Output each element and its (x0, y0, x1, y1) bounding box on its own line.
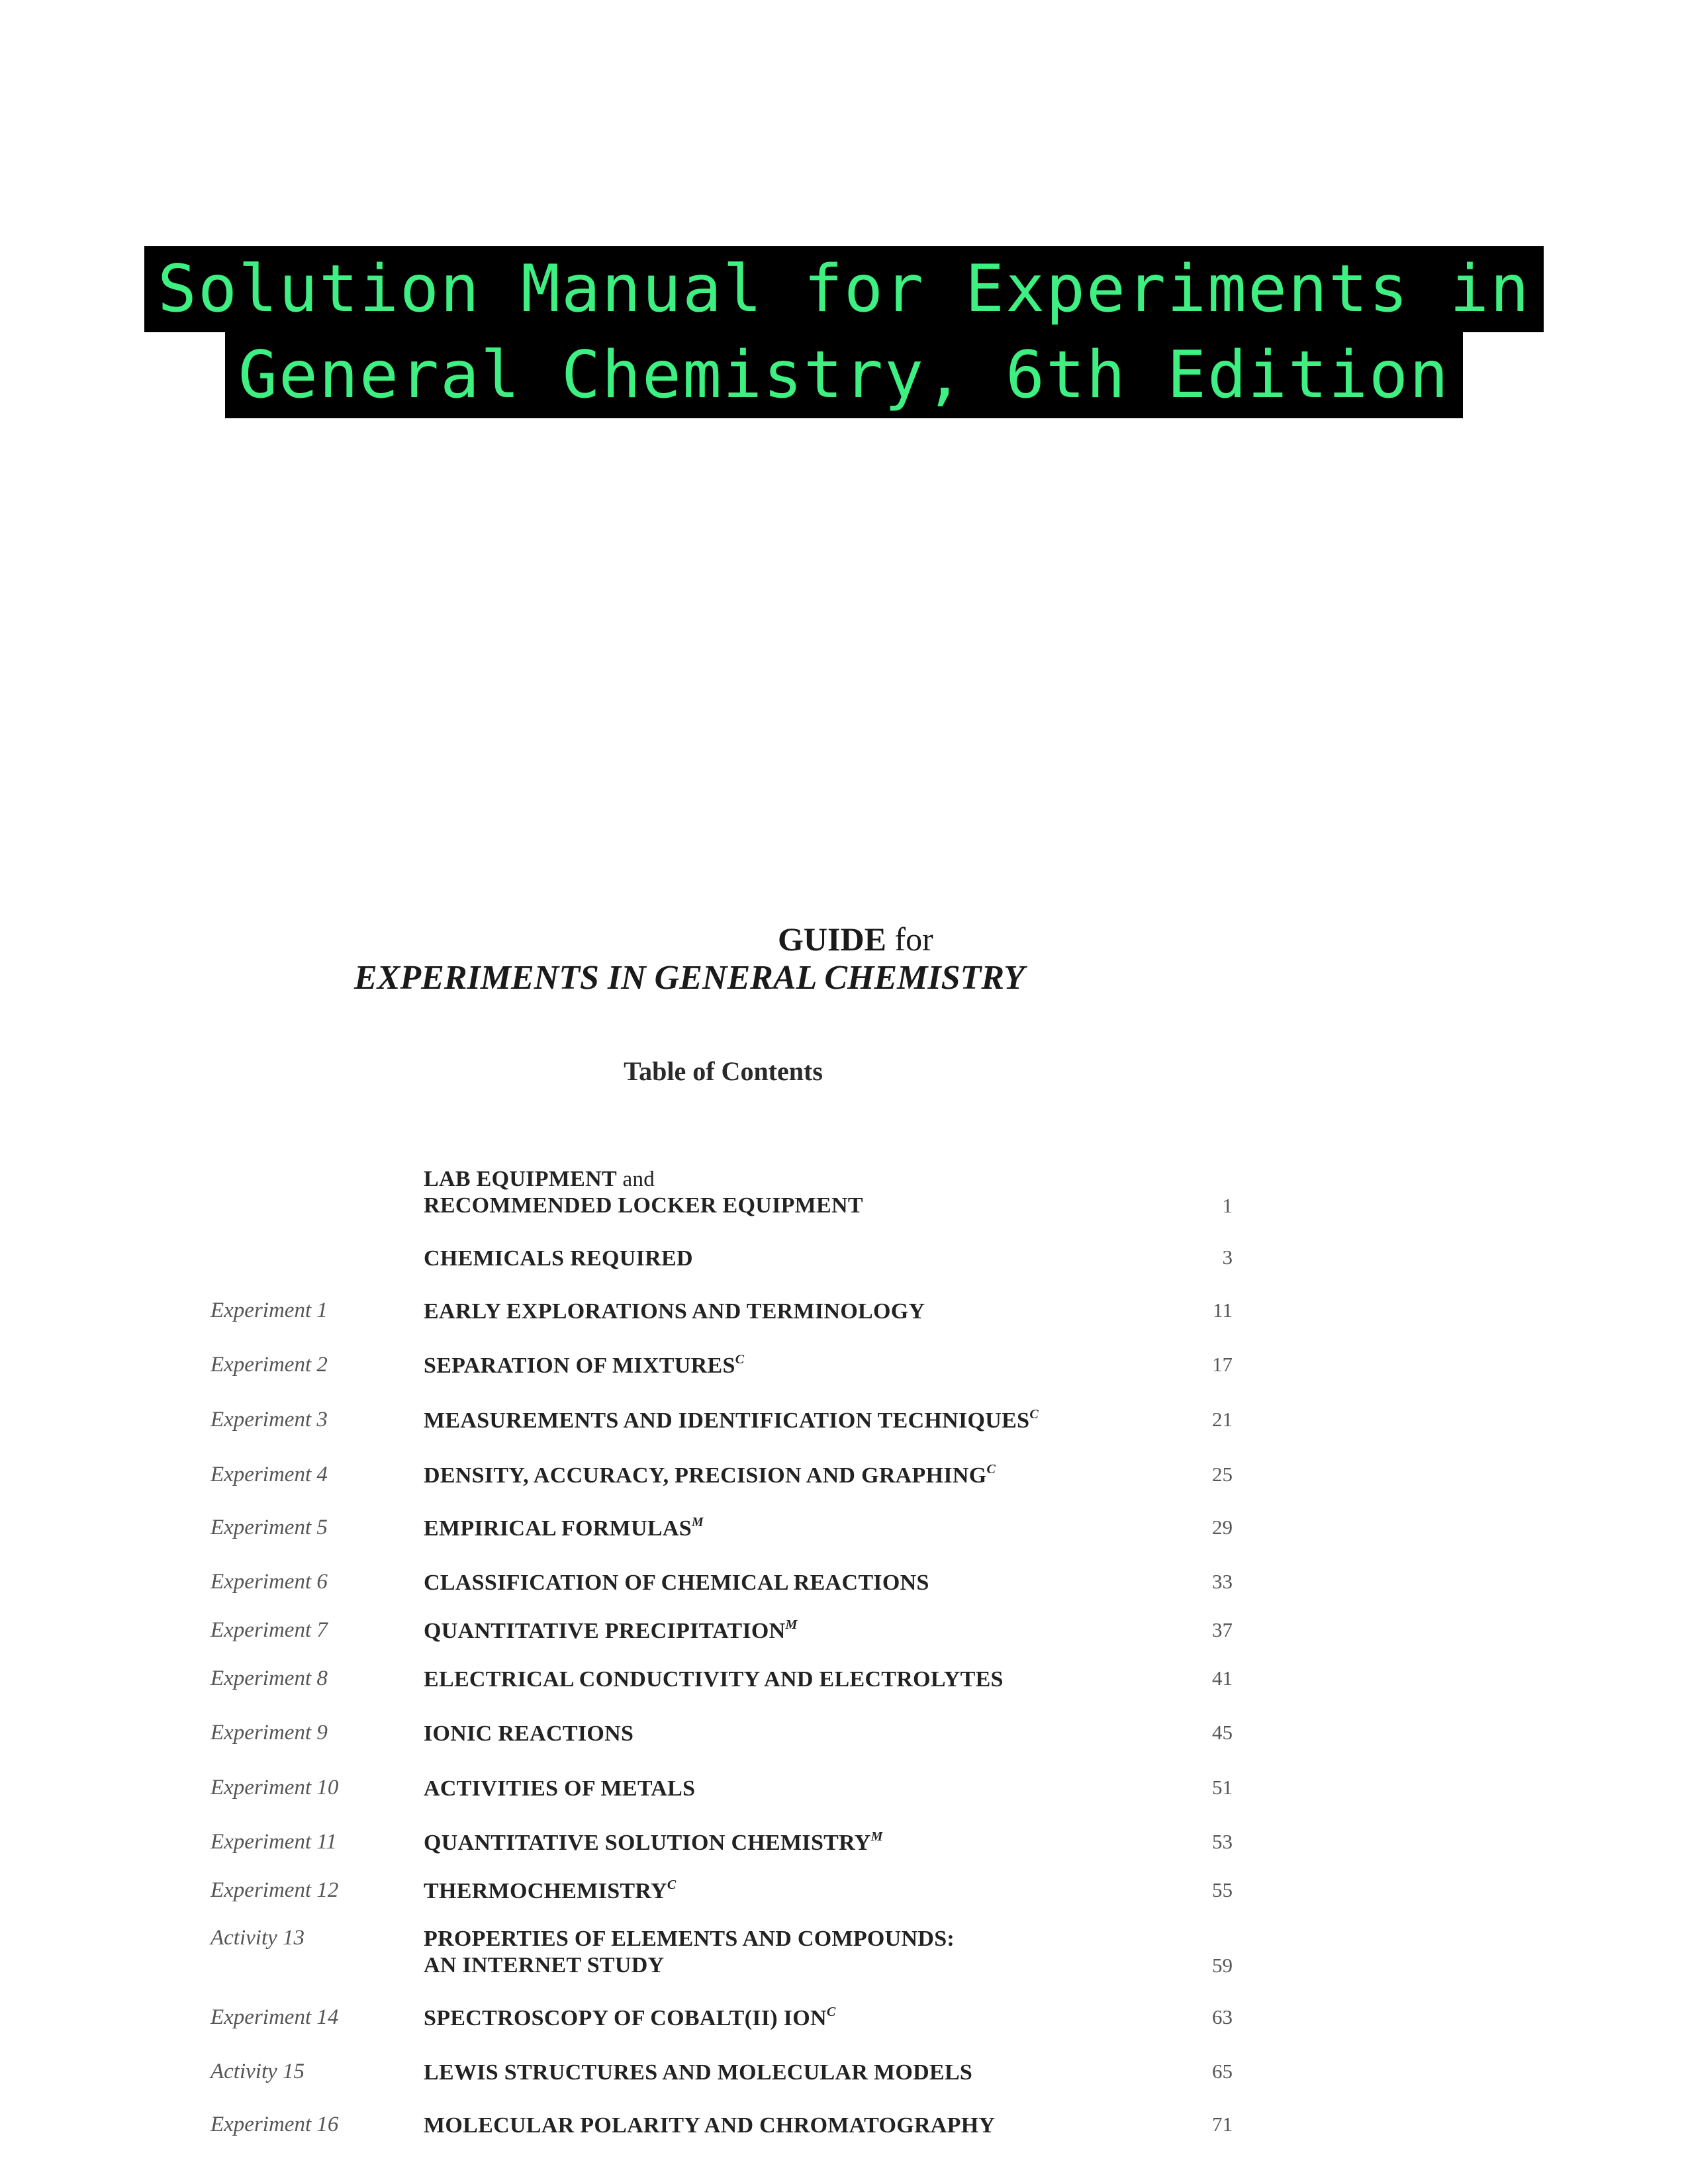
toc-entry-page: 29 (1212, 1516, 1233, 1539)
toc-entry-page: 3 (1222, 1246, 1233, 1269)
toc-entry[interactable] (0, 1878, 1688, 1931)
toc-entry-superscript: M (785, 1617, 798, 1632)
toc-entry-title-line2: RECOMMENDED LOCKER EQUIPMENT (424, 1193, 863, 1218)
toc-entry-page: 1 (1222, 1194, 1233, 1217)
guide-heading-line2: EXPERIMENTS IN GENERAL CHEMISTRY (354, 959, 1025, 997)
toc-entry-title-suffix: and (617, 1167, 655, 1191)
toc-entry-title-text: THERMOCHEMISTRY (424, 1879, 667, 1903)
toc-entry-title-text: MOLECULAR POLARITY AND CHROMATOGRAPHY (424, 2113, 996, 2138)
toc-entry-page: 71 (1212, 2113, 1233, 2136)
toc-entry[interactable] (0, 2060, 1688, 2113)
toc-entry-superscript: C (667, 1878, 677, 1892)
toc-entry-page: 55 (1212, 1878, 1233, 1901)
guide-word: GUIDE (778, 921, 886, 958)
toc-entry-page: 17 (1212, 1353, 1233, 1376)
guide-suffix: for (886, 921, 933, 958)
toc-entry-title-text: ACTIVITIES OF METALS (424, 1776, 696, 1801)
toc-title: Table of Contents (624, 1056, 823, 1086)
toc-entry-title-text: ELECTRICAL CONDUCTIVITY AND ELECTROLYTES (424, 1667, 1004, 1692)
toc-entry-title (424, 1353, 744, 1379)
toc-entry[interactable] (0, 1666, 1688, 1719)
toc-entry-label: Experiment 14 (211, 2005, 339, 2029)
toc-entry[interactable] (0, 1353, 1688, 1406)
toc-entry-title-text: CHEMICALS REQUIRED (424, 1246, 693, 1271)
toc-entry-page: 59 (1212, 1954, 1233, 1977)
toc-entry-superscript: C (1029, 1407, 1039, 1422)
toc-entry-page: 37 (1212, 1618, 1233, 1641)
toc-entry-title (424, 1166, 863, 1219)
toc-entry-title-text: MEASUREMENTS AND IDENTIFICATION TECHNIQUES (424, 1408, 1030, 1433)
toc-entry-title-text: CLASSIFICATION OF CHEMICAL REACTIONS (424, 1570, 929, 1595)
toc-entry-label: Activity 13 (211, 1926, 305, 1950)
toc-entry-title-text: QUANTITATIVE SOLUTION CHEMISTRY (424, 1831, 871, 1855)
toc-entry-title (424, 1570, 929, 1596)
toc-entry-page: 65 (1212, 2060, 1233, 2083)
toc-entry-title-text: EARLY EXPLORATIONS AND TERMINOLOGY (424, 1299, 925, 1324)
toc-entry-page: 45 (1212, 1721, 1233, 1744)
toc-entry-label: Experiment 12 (211, 1878, 339, 1902)
toc-entry-label: Experiment 10 (211, 1776, 339, 1799)
toc-entry-page: 33 (1212, 1570, 1233, 1593)
toc-entry-label: Experiment 6 (211, 1570, 328, 1594)
toc-entry-superscript: M (691, 1515, 704, 1529)
toc-entry-page: 53 (1212, 1830, 1233, 1853)
toc-entry-title-text: SEPARATION OF MIXTURES (424, 1353, 735, 1378)
toc-entry-page: 41 (1212, 1666, 1233, 1690)
toc-entry-label: Activity 15 (211, 2060, 305, 2083)
toc-entry[interactable] (0, 1246, 1688, 1298)
toc-entry[interactable] (0, 1463, 1688, 1516)
toc-entry-superscript: C (986, 1462, 996, 1477)
toc-entry-title-text: SPECTROSCOPY OF COBALT(II) ION (424, 2006, 827, 2030)
toc-entry-label: Experiment 7 (211, 1618, 328, 1642)
toc-entry-title (424, 2060, 972, 2086)
toc-entry-superscript: M (870, 1829, 883, 1844)
toc-entry-title (424, 1246, 693, 1272)
toc-entry-label: Experiment 5 (211, 1516, 328, 1539)
toc-entry-title-line1: LAB EQUIPMENT (424, 1167, 617, 1191)
toc-entry-label: Experiment 3 (211, 1408, 328, 1432)
toc-entry[interactable] (0, 1408, 1688, 1461)
toc-entry-title (424, 1776, 695, 1802)
toc-entry[interactable] (0, 1166, 1688, 1219)
toc-entry-title-text: DENSITY, ACCURACY, PRECISION AND GRAPHING (424, 1463, 987, 1488)
toc-entry-superscript: C (826, 2005, 836, 2019)
toc-entry-title (424, 1878, 677, 1905)
toc-entry-page: 51 (1212, 1776, 1233, 1799)
toc-entry-title (424, 1463, 996, 1489)
toc-entry-title (424, 1926, 955, 1979)
toc-entry-label: Experiment 2 (211, 1353, 328, 1377)
toc-entry[interactable] (0, 2113, 1688, 2165)
toc-entry-title-text: IONIC REACTIONS (424, 1721, 634, 1746)
toc-entry-title (424, 2005, 835, 2032)
toc-entry[interactable] (0, 1721, 1688, 1774)
toc-entry-title (424, 1830, 883, 1856)
toc-entry-page: 25 (1212, 1463, 1233, 1486)
toc-entry-title (424, 1516, 704, 1542)
toc-entry[interactable] (0, 1830, 1688, 1883)
toc-entry[interactable] (0, 1926, 1688, 1979)
toc-entry-page: 21 (1212, 1408, 1233, 1431)
toc-entry-page: 63 (1212, 2005, 1233, 2028)
toc-entry-title (424, 2113, 995, 2139)
toc-entry[interactable] (0, 1298, 1688, 1351)
banner-line-2: General Chemistry, 6th Edition (225, 332, 1463, 418)
toc-entry-label: Experiment 11 (211, 1830, 337, 1854)
toc-entry-title-line1: PROPERTIES OF ELEMENTS AND COMPOUNDS: (424, 1927, 955, 1951)
toc-entry-title-text: QUANTITATIVE PRECIPITATION (424, 1619, 786, 1643)
toc-entry-title (424, 1298, 925, 1325)
toc-entry-title (424, 1721, 633, 1747)
toc-entry-title (424, 1408, 1039, 1434)
toc-entry-title (424, 1618, 798, 1645)
toc-entry-title-text: EMPIRICAL FORMULAS (424, 1516, 692, 1541)
toc-entry-label: Experiment 8 (211, 1666, 328, 1690)
toc-entry-title-text: LEWIS STRUCTURES AND MOLECULAR MODELS (424, 2060, 973, 2085)
toc-entry-label: Experiment 9 (211, 1721, 328, 1745)
toc-entry-label: Experiment 4 (211, 1463, 328, 1486)
toc-entry-title (424, 1666, 1004, 1693)
banner-line-1: Solution Manual for Experiments in (144, 246, 1544, 332)
toc-entry[interactable] (0, 1516, 1688, 1569)
toc-entry-page: 11 (1213, 1298, 1233, 1322)
toc-entry[interactable] (0, 1570, 1688, 1623)
toc-entry-title-line2: AN INTERNET STUDY (424, 1953, 665, 1978)
toc-entry[interactable] (0, 2005, 1688, 2058)
toc-entry[interactable] (0, 1618, 1688, 1671)
toc-entry-label: Experiment 16 (211, 2113, 339, 2136)
toc-entry-label: Experiment 1 (211, 1298, 328, 1322)
toc-entry-superscript: C (735, 1352, 745, 1367)
toc-entry[interactable] (0, 1776, 1688, 1829)
